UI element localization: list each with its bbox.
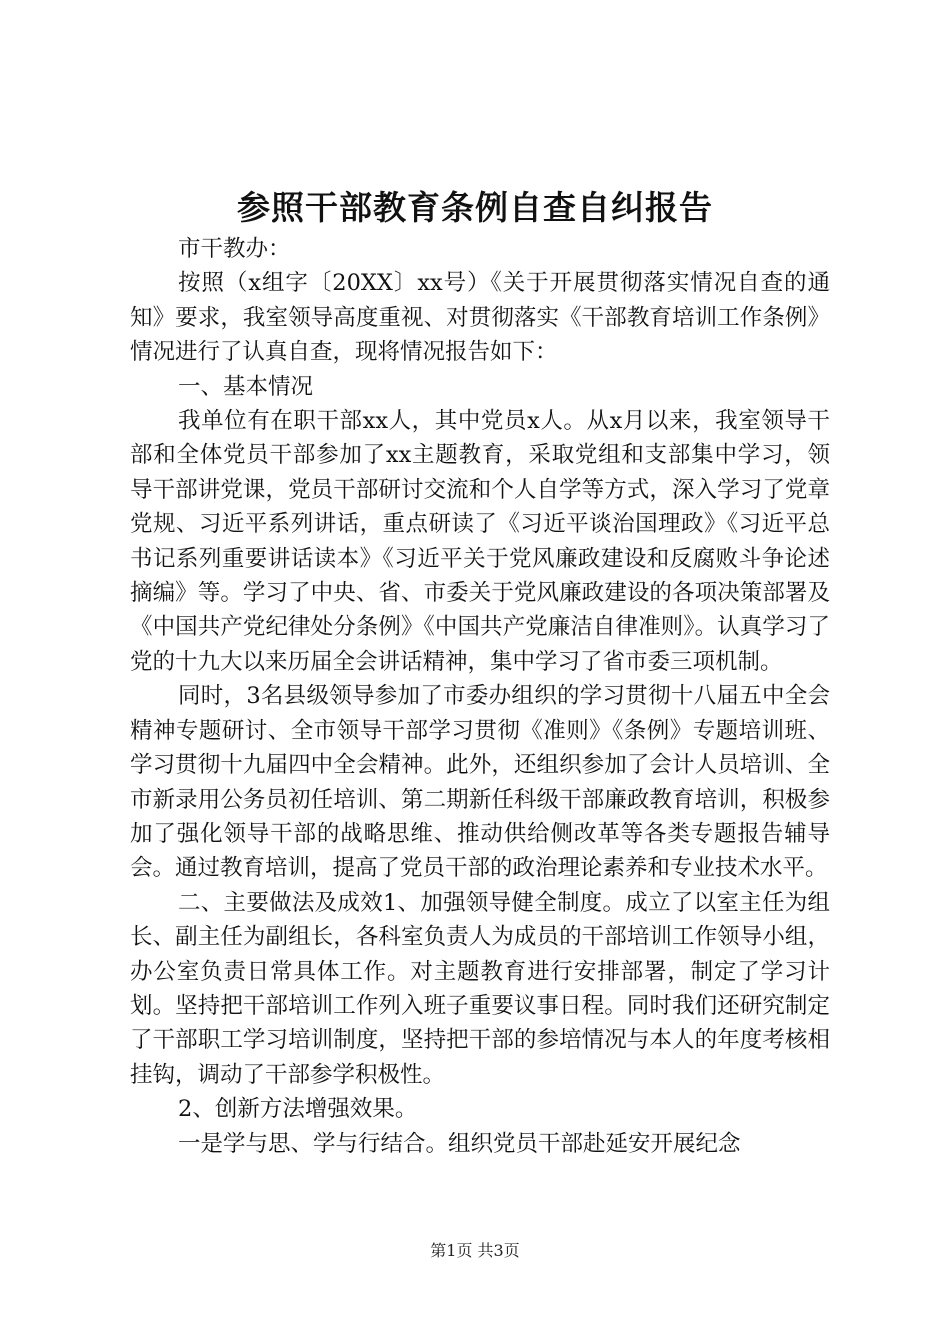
sub-heading: 2、创新方法增强效果。 bbox=[178, 1096, 418, 1123]
page-indicator: 第1页 共3页 bbox=[430, 1241, 520, 1260]
section-heading: 一、基本情况 bbox=[178, 373, 314, 400]
document-title: 参照干部教育条例自查自纠报告 bbox=[237, 188, 713, 227]
paragraph: 同时，3名县级领导参加了市委办组织的学习贯彻十八届五中全会精神专题研讨、全市领导干部学习贯彻《准则》《条例》专题培训班、学习贯彻十九届四中全会精神。此外，还组织参加了会计人员培训、全市新录用公务员初任培训、第二期新任科级干部廉政教育培训，积极参加了强化领导干部的战略思维、推动供给侧改革等各类专题报告辅导会。通过教育培训，提高了党员干部的政治理论素养和专业技术水平。 bbox=[130, 683, 830, 882]
paragraph: 二、主要做法及成效1、加强领导健全制度。成立了以室主任为组长、副主任为副组长，各科室负责人为成员的干部培训工作领导小组，办公室负责日常具体工作。对主题教育进行安排部署，制定了学习计划。坚持把干部培训工作列入班子重要议事日程。同时我们还研究制定了干部职工学习培训制度，坚持把干部的参培情况与本人的年度考核相挂钩，调动了干部参学积极性。 bbox=[130, 889, 830, 1088]
document-body bbox=[130, 232, 830, 1161]
paragraph: 一是学与思、学与行结合。组织党员干部赴延安开展纪念 bbox=[178, 1130, 741, 1157]
paragraph: 按照（x组字〔20XX〕xx号）《关于开展贯彻落实情况自查的通知》要求，我室领导高度重视、对贯彻落实《干部教育培训工作条例》情况进行了认真自查，现将情况报告如下： bbox=[130, 270, 830, 366]
paragraph: 我单位有在职干部xx人，其中党员x人。从x月以来，我室领导干部和全体党员干部参加了xx主题教育，采取党组和支部集中学习，领导干部讲党课，党员干部研讨交流和个人自学等方式，深入学习了党章党规、习近平系列讲话，重点研读了《习近平谈治国理政》《习近平总书记系列重要讲话读本》《习近平关于党风廉政建设和反腐败斗争论述摘编》等。学习了中央、省、市委关于党风廉政建设的各项决策部署及《中国共产党纪律处分条例》《中国共产党廉洁自律准则》。认真学习了党的十九大以来历届全会讲话精神，集中学习了省市委三项机制。 bbox=[130, 408, 830, 675]
salutation: 市干教办： bbox=[178, 236, 291, 262]
